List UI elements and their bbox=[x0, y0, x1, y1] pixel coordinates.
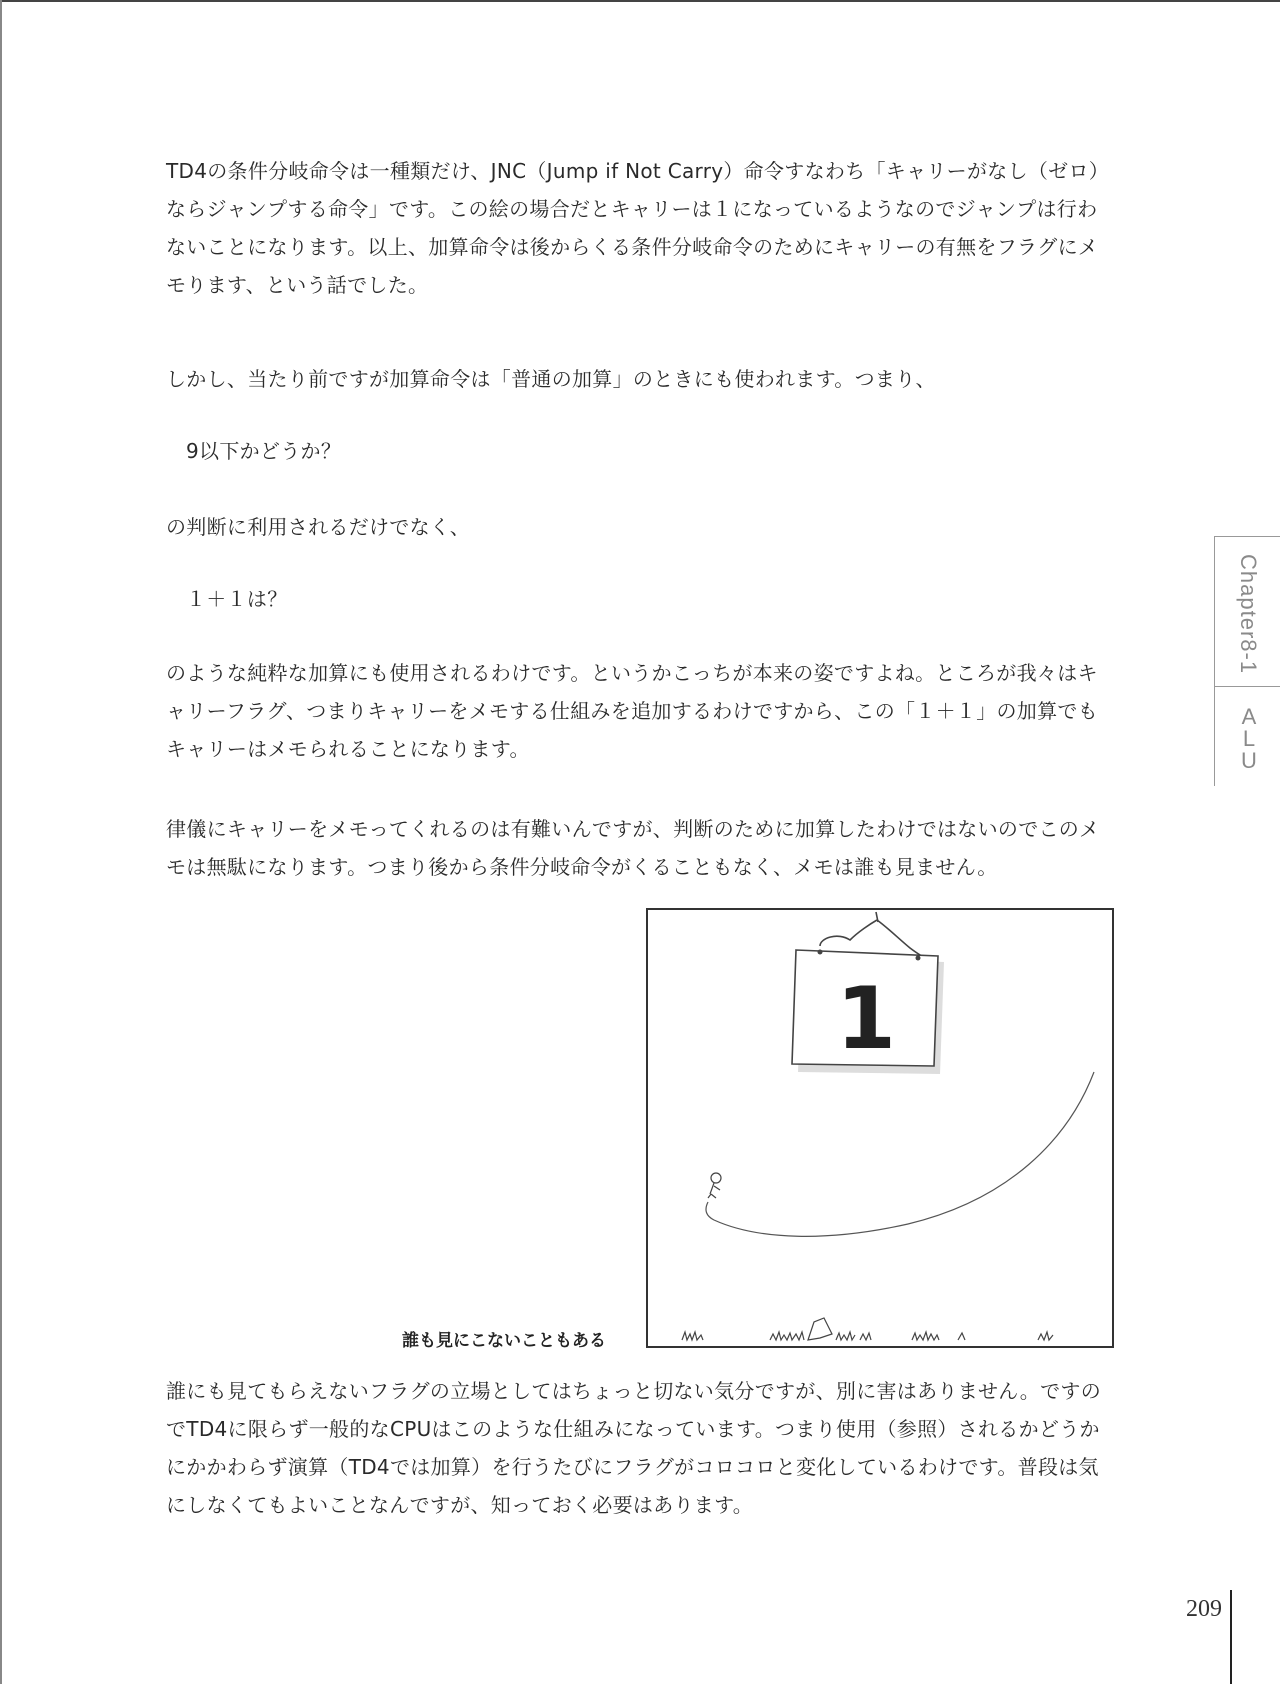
side-tab-letter: U bbox=[1241, 748, 1257, 773]
paragraph-judgement: の判断に利用されるだけでなく、 bbox=[166, 515, 471, 539]
paragraph-normal-add: しかし、当たり前ですが加算命令は「普通の加算」のときにも使われます。つまり、 bbox=[166, 367, 936, 391]
page-left-edge bbox=[0, 0, 2, 1684]
side-tab-chapter: Chapter8-1 bbox=[1236, 554, 1261, 675]
side-tab-mid-divider bbox=[1215, 686, 1280, 687]
paragraph-flag-state: 誰にも見てもらえないフラグの立場としてはちょっと切ない気分ですが、別に害はありません。ですのでTD4に限らず一般的なCPUはこのような仕組みになっています。つまり使用（参照）されるかどうかにかかわらず演算（TD4では加算）を行うたびにフラグがコロコロと変化しているわけです。普段は気にしなくてもよいことなんですが、知っておく必要はあります。 bbox=[166, 1379, 1101, 1517]
indented-question-1plus1: １＋１は？ bbox=[186, 587, 288, 611]
side-tab-top-divider bbox=[1215, 536, 1280, 537]
chapter-side-tab bbox=[1214, 536, 1280, 786]
side-tab-letter: L bbox=[1242, 726, 1256, 751]
figure-caption: 誰も見にこないこともある bbox=[402, 1331, 606, 1351]
illustration-flag-sign bbox=[646, 908, 1114, 1348]
sign-number: 1 bbox=[836, 969, 896, 1069]
side-tab-letter: A bbox=[1241, 704, 1257, 729]
tiny-figure-icon bbox=[708, 1173, 721, 1198]
page-top-edge bbox=[0, 0, 1280, 2]
page-number-rule bbox=[1230, 1590, 1232, 1684]
indented-question-9: 9以下かどうか？ bbox=[186, 439, 342, 463]
paragraph-jnc: TD4の条件分岐命令は一種類だけ、JNC（Jump if Not Carry）命令すなわち「キャリーがなし（ゼロ）ならジャンプする命令」です。この絵の場合だとキャリーは１になっているようなのでジャンプは行わないことになります。以上、加算命令は後からくる条件分岐命令のためにキャリーの有無をフラグにメモります、という話でした。 bbox=[166, 159, 1110, 297]
paragraph-wasted-memo: 律儀にキャリーをメモってくれるのは有難いんですが、判断のために加算したわけではないのでこのメモは無駄になります。つまり後から条件分岐命令がくることもなく、メモは誰も見ません。 bbox=[166, 817, 1100, 879]
page-number: 209 bbox=[1186, 1596, 1222, 1622]
illustration-drawing bbox=[648, 910, 1112, 1346]
grass-ground bbox=[682, 1318, 1053, 1340]
side-tab-section bbox=[1237, 706, 1261, 772]
paragraph-pure-add: のような純粋な加算にも使用されるわけです。というかこっちが本来の姿ですよね。ところが我々はキャリーフラグ、つまりキャリーをメモする仕組みを追加するわけですから、この「１＋１」の加算でもキャリーはメモられることになります。 bbox=[166, 661, 1098, 761]
